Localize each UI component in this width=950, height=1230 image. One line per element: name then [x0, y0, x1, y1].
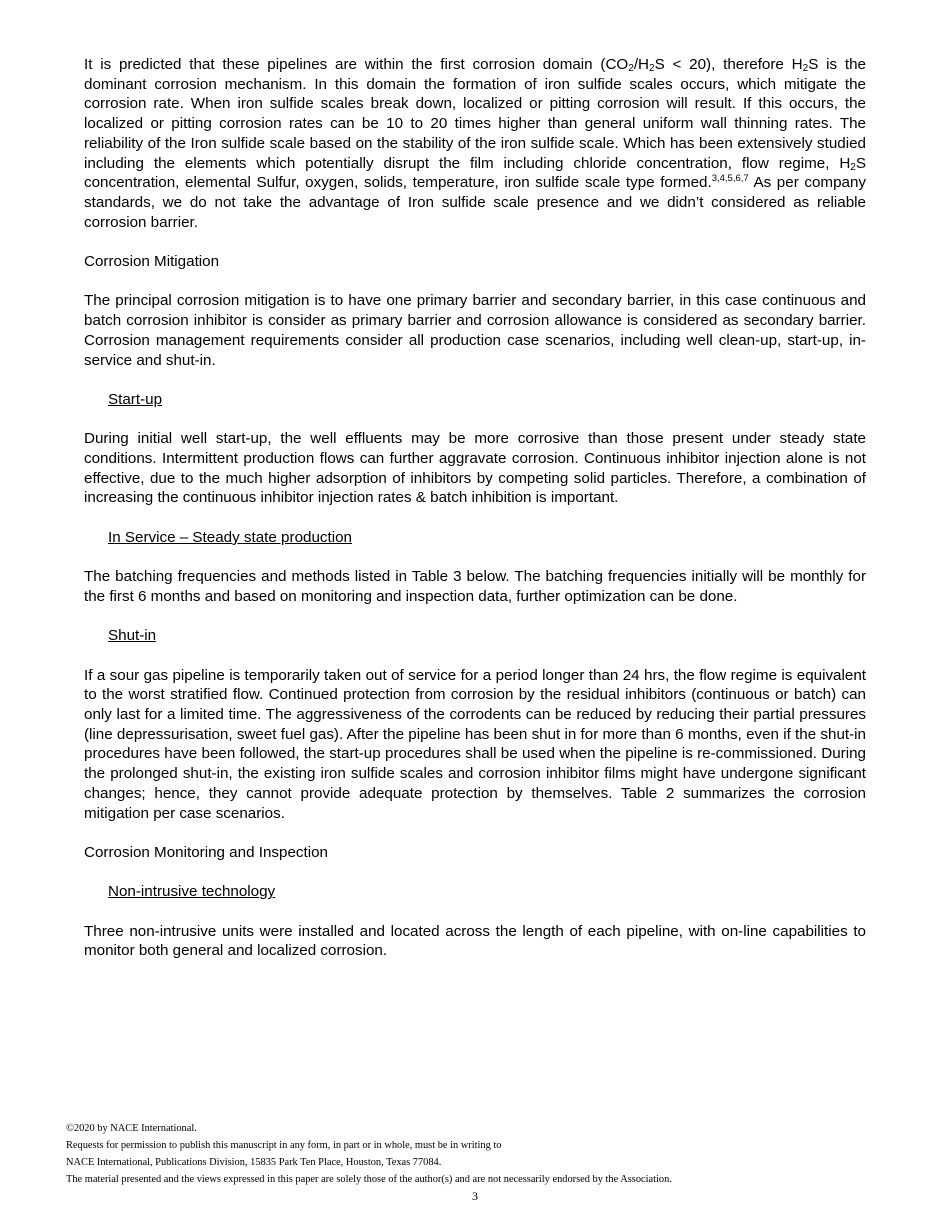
subheading-nonintrusive: Non-intrusive technology	[108, 883, 276, 901]
footer-disclaimer: The material presented and the views expressed in this paper are solely those of the author(s) and are not necessarily endorsed by the Association.	[66, 1174, 672, 1186]
page-number: 3	[472, 1189, 478, 1203]
inservice-paragraph: The batching frequencies and methods listed in Table 3 below. The batching frequencies initially will be monthly for the first 6 months and based on monitoring and inspection data, further optimization can be done.	[84, 568, 866, 605]
section-heading-monitoring: Corrosion Monitoring and Inspection	[84, 843, 328, 861]
footer-address: NACE International, Publications Division, 15835 Park Ten Place, Houston, Texas 77084.	[66, 1157, 442, 1169]
page-body	[84, 55, 866, 981]
reference-superscript: 3,4,5,6,7	[711, 173, 749, 185]
mitigation-paragraph: The principal corrosion mitigation is to have one primary barrier and secondary barrier, in this case continuous and batch corrosion inhibitor is consider as primary barrier and corrosion allowance is considered as secondary barrier. Corrosion management requirements consider all production case scenarios, including well clean-up, start-up, in-service and shut-in.	[84, 292, 866, 369]
footer-permission: Requests for permission to publish this manuscript in any form, in part or in whole, must be in writing to	[66, 1140, 502, 1152]
monitoring-paragraph: Three non-intrusive units were installed and located across the length of each pipeline, with on-line capabilities to monitor both general and localized corrosion.	[84, 922, 866, 960]
page-footer	[66, 1120, 886, 1188]
footer-copyright: ©2020 by NACE International.	[66, 1123, 197, 1134]
shutin-paragraph: If a sour gas pipeline is temporarily taken out of service for a period longer than 24 hrs, the flow regime is equivalent to the worst stratified flow. Continued protection from corrosion by the residual inhibitors (continuous or batch) can only last for a limited time. The aggressiveness of the corrodents can be reduced by reducing their partial pressures (line depressurisation, sweet fuel gas). After the pipeline has been shut in for more than 6 months, even if the shut-in procedures have been followed, the start-up procedures shall be used when the pipeline is re-commissioned. During the prolonged shut-in, the existing iron sulfide scales and corrosion inhibitor films might have undergone significant changes; hence, they cannot provide adequate protection by themselves. Table 2 summarizes the corrosion mitigation per case scenarios.	[84, 666, 866, 822]
intro-paragraph: It is predicted that these pipelines are within the first corrosion domain $(CO_2/H_2S < 20)$, therefore $H_2S$ is the dominant corrosion mechanism. In this domain the formation of iron sulfide scales occurs, which mitigate the corrosion rate. When iron sulfide scales break down, localized or pitting corrosion will result. If this occurs, the localized or pitting corrosion rates can be 10 to 20 times higher than general uniform wall thinning rates. The reliability of the Iron sulfide scale based on the stability of the iron sulfide scale. Which has been extensively studied including the elements which potentially disrupt the film including chloride concentration, flow regime, $H_2S$ concentration, elemental Sulfur, oxygen, solids, temperature, iron sulfide scale type formed.$^{3,4,5,6,7}$ As per company standards, we do not take the advantage of Iron sulfide scale presence and we didn’t considered as reliable corrosion barrier.	[84, 56, 866, 231]
section-heading-mitigation: Corrosion Mitigation	[84, 253, 220, 271]
subheading-shutin: Shut-in	[108, 627, 157, 645]
startup-paragraph: During initial well start-up, the well effluents may be more corrosive than those present under steady state conditions. Intermittent production flows can further aggravate corrosion. Continuous inhibitor injection alone is not effective, due to the much higher adsorption of inhibitors by competing solid particles. Therefore, a combination of increasing the continuous inhibitor injection rates & batch inhibition is important.	[84, 430, 866, 507]
subheading-inservice: In Service – Steady state production	[108, 528, 352, 546]
subheading-startup: Start-up	[108, 390, 163, 408]
